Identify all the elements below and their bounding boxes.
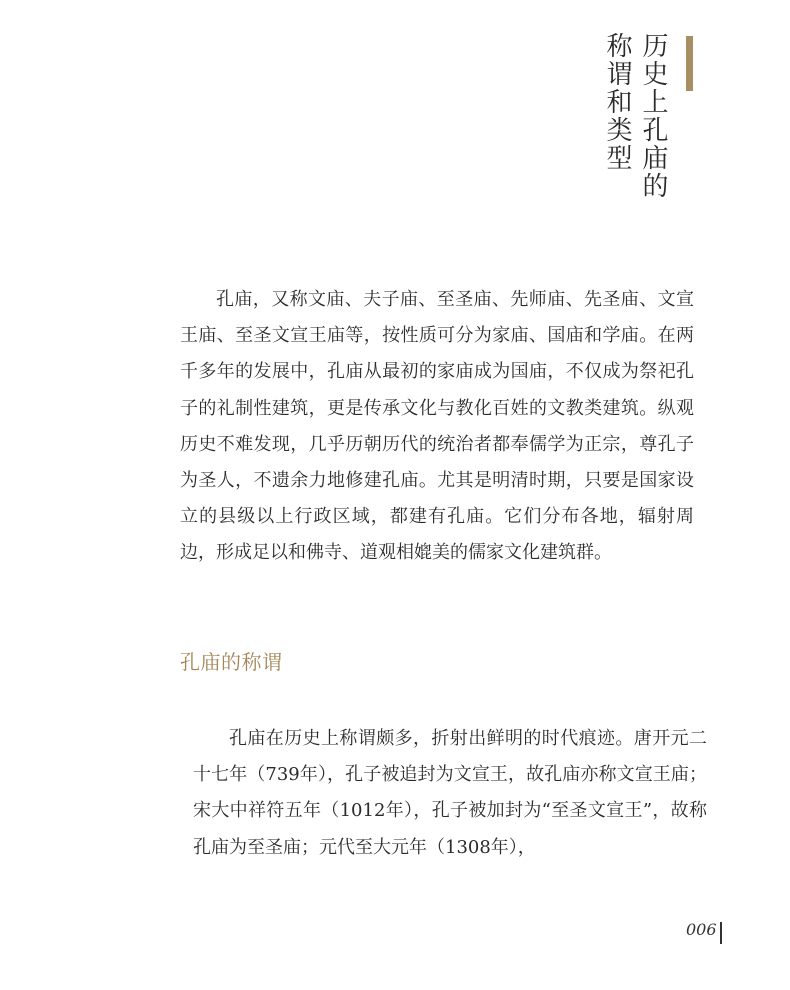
chapter-title-line-2: 称谓和类型 xyxy=(602,32,632,172)
chapter-title xyxy=(604,32,666,200)
page-number: 006 xyxy=(686,920,717,939)
title-accent-bar xyxy=(686,36,693,91)
paragraph-names: 孔庙在历史上称谓颇多，折射出鲜明的时代痕迹。唐开元二十七年（739年），孔子被追封为文宣王，故孔庙亦称文宣王庙；宋大中祥符五年（1012年），孔子被加封为“至圣文宣王”，故称孔庙为至圣庙；元代至大元年（1308年）， xyxy=(193,728,707,858)
section-heading: 孔庙的称谓 xyxy=(180,650,283,674)
paragraph-intro: 孔庙，又称文庙、夫子庙、至圣庙、先师庙、先圣庙、文宣王庙、至圣文宣王庙等，按性质可分为家庙、国庙和学庙。在两千多年的发展中，孔庙从最初的家庙成为国庙，不仅成为祭祀孔子的礼制性建筑，更是传承文化与教化百姓的文教类建筑。纵观历史不难发现，几乎历朝历代的统治者都奉儒学为正宗，尊孔子为圣人，不遗余力地修建孔庙。尤其是明清时期，只要是国家设立的县级以上行政区域，都建有孔庙。它们分布各地，辐射周边，形成足以和佛寺、道观相媲美的儒家文化建筑群。 xyxy=(180,289,694,564)
chapter-title-line-1: 历史上孔庙的 xyxy=(638,32,668,200)
page-number-rule xyxy=(720,922,722,944)
